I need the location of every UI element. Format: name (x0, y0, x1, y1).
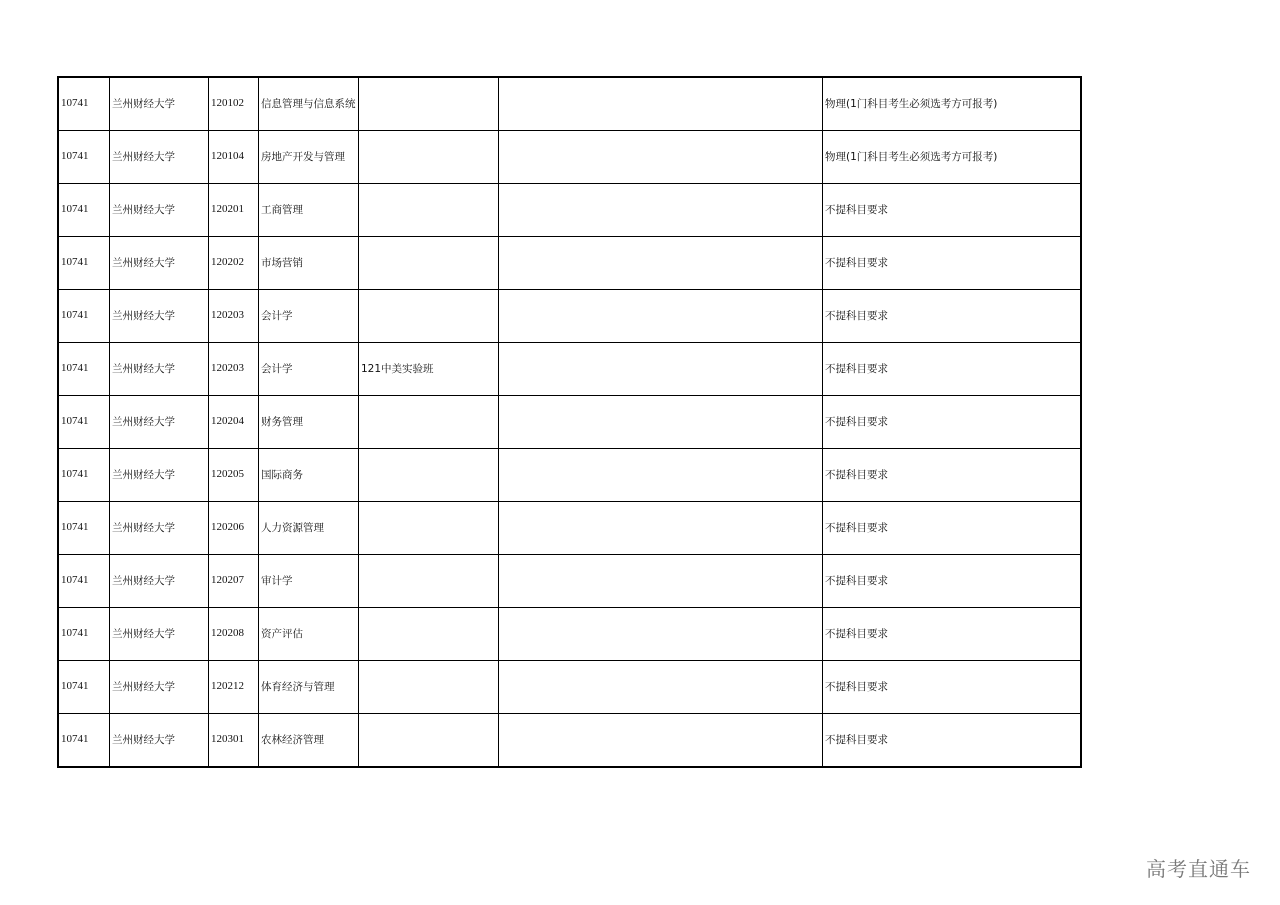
cell-school-code: 10741 (58, 184, 110, 237)
table-row (58, 555, 1081, 608)
cell-extra (499, 502, 823, 555)
cell-subject-requirement: 不提科目要求 (823, 502, 1082, 555)
cell-school-name: 兰州财经大学 (110, 184, 209, 237)
table-row (58, 343, 1081, 396)
cell-extra (499, 714, 823, 768)
cell-major-code: 120301 (209, 714, 259, 768)
cell-major-name: 房地产开发与管理 (259, 131, 359, 184)
cell-subject-requirement: 不提科目要求 (823, 449, 1082, 502)
cell-school-name: 兰州财经大学 (110, 237, 209, 290)
cell-extra (499, 608, 823, 661)
cell-school-code: 10741 (58, 343, 110, 396)
table-row (58, 131, 1081, 184)
cell-subject-requirement: 不提科目要求 (823, 608, 1082, 661)
cell-school-code: 10741 (58, 555, 110, 608)
cell-subject-requirement: 不提科目要求 (823, 714, 1082, 768)
cell-major-name: 农林经济管理 (259, 714, 359, 768)
cell-school-name: 兰州财经大学 (110, 608, 209, 661)
cell-note (359, 184, 499, 237)
watermark-text: 高考直通车 (1146, 857, 1251, 881)
cell-major-name: 国际商务 (259, 449, 359, 502)
cell-major-code: 120201 (209, 184, 259, 237)
table-row (58, 290, 1081, 343)
cell-subject-requirement: 不提科目要求 (823, 343, 1082, 396)
cell-school-name: 兰州财经大学 (110, 343, 209, 396)
cell-major-name: 体育经济与管理 (259, 661, 359, 714)
cell-school-name: 兰州财经大学 (110, 714, 209, 768)
cell-school-name: 兰州财经大学 (110, 131, 209, 184)
cell-major-name: 财务管理 (259, 396, 359, 449)
cell-major-code: 120203 (209, 290, 259, 343)
cell-subject-requirement: 物理(1门科目考生必须选考方可报考) (823, 77, 1082, 131)
cell-school-name: 兰州财经大学 (110, 449, 209, 502)
table-row (58, 77, 1081, 131)
table-row (58, 608, 1081, 661)
cell-note (359, 290, 499, 343)
cell-school-code: 10741 (58, 237, 110, 290)
subject-requirements-table (57, 76, 1082, 768)
cell-major-name: 信息管理与信息系统 (259, 77, 359, 131)
cell-school-code: 10741 (58, 290, 110, 343)
cell-major-code: 120204 (209, 396, 259, 449)
cell-note (359, 77, 499, 131)
cell-subject-requirement: 不提科目要求 (823, 184, 1082, 237)
cell-school-code: 10741 (58, 608, 110, 661)
table-row (58, 502, 1081, 555)
document-table-container (57, 76, 1082, 768)
cell-major-code: 120202 (209, 237, 259, 290)
cell-major-name: 工商管理 (259, 184, 359, 237)
cell-major-code: 120102 (209, 77, 259, 131)
cell-major-code: 120207 (209, 555, 259, 608)
table-row (58, 661, 1081, 714)
cell-subject-requirement: 不提科目要求 (823, 396, 1082, 449)
cell-note (359, 661, 499, 714)
cell-subject-requirement: 不提科目要求 (823, 237, 1082, 290)
cell-extra (499, 343, 823, 396)
cell-extra (499, 396, 823, 449)
cell-extra (499, 290, 823, 343)
cell-school-code: 10741 (58, 77, 110, 131)
table-body (58, 77, 1081, 767)
cell-school-name: 兰州财经大学 (110, 661, 209, 714)
cell-major-code: 120206 (209, 502, 259, 555)
cell-school-name: 兰州财经大学 (110, 502, 209, 555)
cell-major-code: 120203 (209, 343, 259, 396)
cell-school-name: 兰州财经大学 (110, 77, 209, 131)
cell-note (359, 714, 499, 768)
cell-major-name: 会计学 (259, 290, 359, 343)
cell-school-name: 兰州财经大学 (110, 396, 209, 449)
table-row (58, 449, 1081, 502)
cell-note (359, 502, 499, 555)
cell-extra (499, 661, 823, 714)
cell-major-code: 120104 (209, 131, 259, 184)
cell-major-code: 120208 (209, 608, 259, 661)
table-row (58, 714, 1081, 768)
cell-major-name: 会计学 (259, 343, 359, 396)
cell-note: 121中美实验班 (359, 343, 499, 396)
table-row (58, 184, 1081, 237)
cell-major-name: 市场营销 (259, 237, 359, 290)
cell-major-name: 人力资源管理 (259, 502, 359, 555)
table-row (58, 237, 1081, 290)
cell-extra (499, 555, 823, 608)
cell-extra (499, 184, 823, 237)
cell-subject-requirement: 不提科目要求 (823, 290, 1082, 343)
cell-school-name: 兰州财经大学 (110, 290, 209, 343)
cell-note (359, 449, 499, 502)
cell-major-code: 120205 (209, 449, 259, 502)
cell-note (359, 131, 499, 184)
cell-major-name: 资产评估 (259, 608, 359, 661)
cell-school-code: 10741 (58, 449, 110, 502)
cell-note (359, 608, 499, 661)
cell-school-code: 10741 (58, 396, 110, 449)
cell-major-name: 审计学 (259, 555, 359, 608)
cell-note (359, 237, 499, 290)
cell-extra (499, 449, 823, 502)
cell-extra (499, 237, 823, 290)
cell-subject-requirement: 物理(1门科目考生必须选考方可报考) (823, 131, 1082, 184)
cell-subject-requirement: 不提科目要求 (823, 661, 1082, 714)
cell-school-code: 10741 (58, 661, 110, 714)
table-row (58, 396, 1081, 449)
cell-school-name: 兰州财经大学 (110, 555, 209, 608)
cell-extra (499, 131, 823, 184)
cell-major-code: 120212 (209, 661, 259, 714)
cell-subject-requirement: 不提科目要求 (823, 555, 1082, 608)
cell-note (359, 555, 499, 608)
cell-school-code: 10741 (58, 714, 110, 768)
cell-note (359, 396, 499, 449)
cell-school-code: 10741 (58, 502, 110, 555)
cell-school-code: 10741 (58, 131, 110, 184)
cell-extra (499, 77, 823, 131)
